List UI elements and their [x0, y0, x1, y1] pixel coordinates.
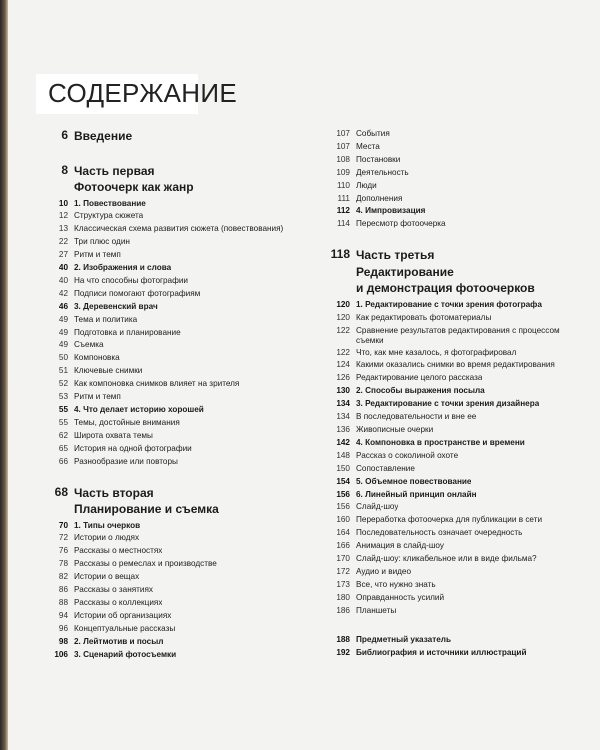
toc-entry [48, 584, 316, 597]
toc-chapter-entry [330, 476, 580, 489]
toc-page-number: 72 [58, 533, 68, 543]
toc-entry [48, 597, 316, 610]
toc-chapter-entry [48, 301, 316, 314]
toc-entry-title: Съемка [74, 340, 104, 350]
toc-entry [330, 154, 580, 167]
toc-entry-title: 5. Объемное повествование [356, 476, 472, 486]
toc-entry-title: 3. Сценарий фотосъемки [74, 649, 177, 659]
toc-chapter-entry [330, 489, 580, 502]
toc-entry-title: 1. Редактирование с точки зрения фотографа [356, 299, 542, 309]
toc-entry-title: 2. Лейтмотив и посыл [74, 636, 164, 646]
toc-entry-title: Подготовка и планирование [74, 327, 181, 337]
toc-entry-title: Постановки [356, 154, 401, 164]
toc-page-number: 156 [336, 489, 350, 499]
toc-entry [48, 275, 316, 288]
toc-page-number: 186 [336, 605, 350, 615]
toc-entry-title: Пересмотр фотоочерка [356, 219, 446, 229]
toc-page-number: 49 [58, 327, 68, 337]
toc-page-number: 150 [336, 463, 350, 473]
toc-page-number: 166 [336, 541, 350, 551]
toc-entry-title: События [356, 129, 390, 138]
toc-entry [48, 352, 316, 365]
toc-page-number: 122 [336, 325, 350, 335]
toc-entry [330, 347, 580, 360]
toc-spacer [48, 145, 316, 163]
toc-entry [48, 339, 316, 352]
toc-part-title-line: Редактирование [356, 264, 454, 279]
toc-entry-title: В последовательности и вне ее [356, 412, 477, 422]
toc-page-number: 46 [58, 301, 68, 311]
toc-entry-title: Ключевые снимки [74, 366, 143, 376]
toc-part-title-line: Введение [74, 129, 133, 143]
toc-chapter-entry [330, 647, 580, 660]
toc-entry [330, 193, 580, 206]
toc-entry-title: Аудио и видео [356, 566, 412, 576]
toc-entry-title: Живописные очерки [356, 425, 434, 434]
toc-page-number: 50 [58, 353, 68, 363]
toc-entry [48, 417, 316, 430]
toc-entry-title: Классическая схема развития сюжета (повествования) [74, 224, 284, 234]
toc-page-number: 55 [58, 405, 68, 414]
toc-entry [48, 456, 316, 469]
toc-page-number: 22 [58, 237, 68, 247]
toc-page-number: 109 [336, 167, 350, 177]
toc-page-number: 70 [58, 520, 68, 530]
toc-entry-title: Оправданность усилий [356, 592, 445, 602]
toc-entry [48, 430, 316, 443]
toc-part-title-line: Часть третья [356, 248, 435, 263]
toc-part-title-line: Фотоочерк как жанр [74, 180, 194, 194]
toc-page-number: 192 [336, 647, 350, 657]
toc-part-title [74, 128, 132, 145]
toc-entry-title: Рассказ о соколиной охоте [356, 450, 459, 460]
toc-chapter-entry [330, 398, 580, 411]
toc-entry [330, 325, 580, 347]
toc-chapter-entry [330, 634, 580, 647]
toc-entry-title: Места [356, 141, 380, 151]
toc-page-number: 10 [58, 198, 68, 208]
toc-part-title [74, 163, 194, 196]
toc-page-number: 126 [336, 373, 350, 383]
toc-page-number: 136 [336, 425, 350, 434]
book-spine-edge [0, 0, 8, 750]
toc-chapter-entry [330, 437, 580, 450]
toc-page-number: 120 [336, 299, 350, 309]
toc-page-number: 111 [337, 193, 350, 203]
toc-entry-title: Разнообразие или повторы [74, 456, 178, 466]
toc-chapter-entry [48, 636, 316, 649]
toc-entry-title: 1. Типы очерков [74, 520, 141, 530]
toc-entry [330, 592, 580, 605]
toc-entry [48, 314, 316, 327]
toc-entry [330, 501, 580, 514]
toc-page-number: 6 [61, 128, 68, 142]
toc-entry-title: Рассказы о занятиях [74, 585, 154, 595]
toc-entry-title: 2. Способы выражения посыла [356, 386, 485, 396]
toc-entry [330, 463, 580, 476]
toc-entry-title: Сопоставление [356, 463, 415, 473]
toc-entry-title: Все, что нужно знать [356, 579, 436, 589]
toc-entry-title: Рассказы о местностях [74, 546, 163, 556]
toc-entry-title: Широта охвата темы [74, 430, 153, 440]
toc-entry-title: Темы, достойные внимания [74, 417, 180, 427]
toc-entry-title: Люди [356, 180, 377, 190]
toc-page-number: 107 [336, 129, 350, 138]
toc-page-number: 156 [336, 502, 350, 512]
toc-page-number: 134 [336, 412, 350, 422]
toc-entry-title: 2. Изображения и слова [74, 263, 172, 273]
toc-part-title-line: Часть вторая [74, 485, 154, 500]
toc-page-number: 40 [58, 263, 68, 273]
toc-chapter-entry [48, 649, 316, 662]
toc-part-heading [48, 485, 316, 518]
toc-part-title-line: Планирование и съемка [74, 502, 219, 517]
toc-page-number: 108 [336, 154, 350, 164]
toc-entry-title: Как компоновка снимков влияет на зрителя [74, 379, 240, 389]
toc-entry-title: Ритм и темп [74, 392, 121, 402]
toc-entry-title: На что способны фотографии [74, 275, 188, 285]
toc-entry [330, 218, 580, 231]
toc-entry [48, 365, 316, 378]
toc-entry-title: Компоновка [74, 353, 120, 363]
toc-entry-title: Предметный указатель [356, 634, 452, 644]
toc-entry [330, 514, 580, 527]
toc-page-number: 78 [58, 559, 68, 569]
toc-entry [330, 411, 580, 424]
toc-left-column [48, 128, 316, 662]
toc-entry [48, 236, 316, 249]
toc-right-column [330, 128, 580, 659]
toc-page-number: 40 [58, 275, 68, 285]
toc-entry [330, 167, 580, 180]
toc-part-heading [330, 247, 580, 297]
toc-entry [330, 180, 580, 193]
toc-page-number: 110 [336, 180, 350, 190]
toc-page-number: 154 [336, 476, 350, 486]
toc-entry-title: 4. Что делает историю хорошей [74, 405, 204, 414]
toc-entry [48, 391, 316, 404]
toc-page-number: 106 [54, 649, 68, 659]
toc-entry [330, 553, 580, 566]
toc-page-number: 82 [58, 572, 68, 582]
toc-entry-title: Сравнение результатов редактирования с процессом съемки [356, 325, 560, 346]
toc-page-number: 88 [58, 597, 68, 607]
toc-chapter-entry [330, 299, 580, 312]
toc-chapter-entry [330, 385, 580, 398]
toc-page-number: 170 [336, 554, 350, 564]
toc-entry [330, 450, 580, 463]
toc-page-number: 66 [58, 456, 68, 466]
toc-page-number: 27 [58, 250, 68, 260]
toc-part-title-line: Часть первая [74, 163, 155, 178]
toc-page-number: 120 [336, 312, 350, 322]
toc-entry [48, 558, 316, 571]
toc-page-number: 172 [336, 566, 350, 576]
toc-page-number: 188 [336, 634, 350, 644]
toc-entry [48, 571, 316, 584]
toc-page-number: 13 [58, 224, 68, 234]
toc-page-number: 98 [58, 636, 68, 646]
toc-entry-title: Деятельность [356, 167, 409, 177]
toc-entry-title: Библиография и источники иллюстраций [356, 647, 527, 657]
toc-entry [48, 249, 316, 262]
toc-page-number: 8 [61, 162, 68, 177]
toc-entry [330, 540, 580, 553]
toc-entry-title: Редактирование целого рассказа [356, 373, 483, 383]
toc-page-number: 164 [336, 528, 350, 538]
toc-chapter-entry [48, 404, 316, 417]
toc-entry [48, 443, 316, 456]
toc-entry [330, 372, 580, 385]
toc-entry [48, 210, 316, 223]
toc-part-title-line: и демонстрация фотоочерков [356, 281, 535, 296]
toc-page-number: 124 [336, 360, 350, 370]
toc-page-number: 148 [336, 450, 350, 460]
toc-entry-title: Слайд-шоу: кликабельное или в виде фильма? [356, 554, 537, 564]
toc-page-number: 62 [58, 430, 68, 440]
toc-entry [48, 610, 316, 623]
toc-entry-title: Какими оказались снимки во время редактирования [356, 360, 555, 370]
toc-entry-title: Анимация в слайд-шоу [356, 541, 444, 551]
toc-entry-title: Последовательность означает очередность [356, 528, 523, 538]
toc-entry-title: Истории о людях [74, 533, 140, 543]
toc-entry [48, 532, 316, 545]
toc-entry [330, 141, 580, 154]
toc-page-number: 12 [58, 211, 68, 221]
toc-entry-title: История на одной фотографии [74, 443, 192, 453]
toc-page-number: 122 [336, 347, 350, 357]
toc-page-number: 76 [58, 546, 68, 556]
toc-entry [330, 359, 580, 372]
toc-entry-title: Структура сюжета [74, 211, 144, 221]
toc-entry-title: 3. Деревенский врач [74, 301, 158, 311]
toc-entry-title: 4. Импровизация [356, 206, 426, 216]
toc-page-number: 107 [336, 141, 350, 151]
toc-page-number: 51 [58, 366, 68, 376]
toc-page-number: 118 [330, 247, 350, 262]
toc-spacer [48, 469, 316, 485]
toc-part-title [74, 485, 219, 518]
toc-entry-title: Рассказы о ремеслах и производстве [74, 559, 217, 569]
toc-entry-title: 1. Повествование [74, 198, 146, 208]
toc-page-number: 180 [336, 592, 350, 602]
toc-page-number: 160 [336, 515, 350, 525]
toc-page-number: 96 [58, 623, 68, 633]
toc-entry-title: Переработка фотоочерка для публикации в сети [356, 515, 543, 525]
page-title: СОДЕРЖАНИЕ [48, 78, 238, 108]
toc-page-number: 53 [58, 392, 68, 402]
toc-entry-title: Три плюс один [74, 237, 130, 247]
toc-entry [330, 579, 580, 592]
toc-spacer [330, 618, 580, 634]
toc-entry [48, 378, 316, 391]
toc-entry-title: Подписи помогают фотографиям [74, 288, 201, 298]
toc-spacer [330, 231, 580, 247]
toc-entry [48, 288, 316, 301]
toc-entry-title: 3. Редактирование с точки зрения дизайнера [356, 399, 540, 409]
toc-entry [48, 545, 316, 558]
toc-page-number: 55 [58, 417, 68, 427]
toc-page-number: 130 [336, 386, 350, 396]
toc-entry [330, 424, 580, 437]
toc-part-title [356, 247, 535, 297]
toc-page-number: 49 [58, 314, 68, 324]
toc-entry-title: Ритм и темп [74, 250, 121, 260]
toc-part-heading [48, 163, 316, 196]
toc-page-number: 142 [336, 437, 350, 447]
toc-entry-title: Слайд-шоу [356, 502, 399, 512]
toc-entry [48, 223, 316, 236]
toc-entry-title: Как редактировать фотоматериалы [356, 312, 492, 322]
toc-entry [330, 312, 580, 325]
toc-page-number: 52 [58, 379, 68, 389]
toc-entry-title: Дополнения [356, 193, 403, 203]
toc-entry [330, 566, 580, 579]
toc-entry-title: Концептуальные рассказы [74, 623, 176, 633]
toc-page-number: 68 [54, 484, 68, 499]
toc-entry-title: 4. Компоновка в пространстве и времени [356, 437, 525, 447]
toc-entry [48, 623, 316, 636]
toc-entry [330, 527, 580, 540]
toc-chapter-entry [330, 205, 580, 218]
toc-entry-title: 6. Линейный принцип онлайн [356, 489, 477, 499]
toc-page-number: 42 [58, 288, 68, 298]
toc-page-number: 173 [336, 579, 350, 589]
toc-part-heading [48, 128, 316, 145]
toc-entry [330, 605, 580, 618]
toc-page-number: 65 [58, 443, 68, 453]
toc-entry-title: Тема и политика [74, 314, 138, 324]
toc-chapter-entry [48, 520, 316, 533]
toc-chapter-entry [48, 262, 316, 275]
toc-page-number: 134 [336, 399, 350, 409]
toc-entry-title: Рассказы о коллекциях [74, 597, 163, 607]
toc-entry-title: Истории об организациях [74, 610, 172, 620]
toc-entry [330, 128, 580, 141]
toc-entry [48, 327, 316, 340]
toc-chapter-entry [48, 198, 316, 211]
toc-page-number: 114 [336, 219, 350, 229]
toc-page-number: 49 [58, 340, 68, 350]
toc-page-number: 112 [336, 206, 350, 216]
toc-page-number: 94 [58, 610, 68, 620]
toc-page-number: 86 [58, 585, 68, 595]
toc-entry-title: Планшеты [356, 605, 397, 615]
toc-entry-title: Истории о вещах [74, 572, 140, 582]
toc-entry-title: Что, как мне казалось, я фотографировал [356, 347, 517, 357]
